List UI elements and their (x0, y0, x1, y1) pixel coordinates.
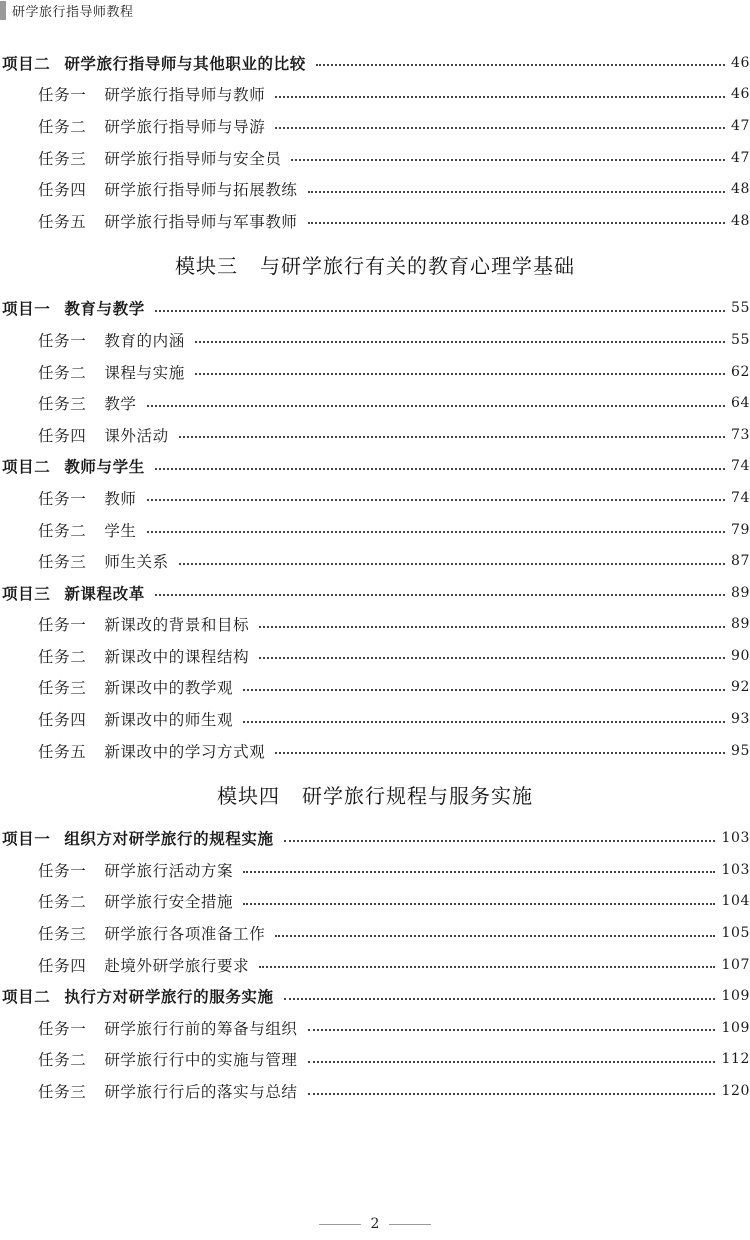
entry-title: 新课改的背景和目标 (104, 616, 250, 635)
toc-task-entry[interactable] (0, 545, 750, 577)
entry-title: 教育的内涵 (104, 331, 185, 350)
entry-number: 任务四 (38, 426, 87, 445)
entry-page-number: 46 (730, 86, 750, 103)
entry-number: 项目二 (2, 53, 51, 73)
entry-number: 任务一 (38, 489, 87, 508)
dot-leader (291, 158, 725, 161)
dot-leader (259, 656, 725, 659)
entry-number: 任务一 (38, 616, 87, 635)
entry-title: 学生 (104, 521, 137, 540)
book-title: 研学旅行指导师教程 (12, 4, 134, 20)
dot-leader (284, 997, 716, 1000)
entry-page-number: 79 (730, 521, 750, 538)
dot-leader (243, 720, 725, 723)
entry-number: 任务二 (38, 117, 87, 136)
toc-task-entry[interactable] (0, 1012, 750, 1044)
header-marker-bar (0, 1, 6, 20)
dot-leader (179, 435, 725, 438)
toc-task-entry[interactable] (0, 609, 750, 641)
entry-number: 任务一 (38, 86, 87, 105)
module-heading (0, 766, 750, 822)
entry-title: 教学 (104, 395, 137, 414)
dot-leader (308, 190, 725, 193)
page-footer (0, 1216, 750, 1232)
entry-title: 执行方对研学旅行的服务实施 (64, 987, 274, 1007)
entry-title: 研学旅行行前的筹备与组织 (104, 1019, 298, 1038)
running-header (0, 0, 134, 20)
entry-title: 研学旅行指导师与拓展教练 (104, 181, 298, 200)
entry-number: 任务一 (38, 861, 87, 880)
dot-leader (308, 1028, 716, 1031)
entry-page-number: 105 (721, 925, 750, 942)
toc-task-entry[interactable] (0, 735, 750, 767)
dot-leader (316, 63, 725, 66)
dot-leader (147, 530, 725, 533)
entry-number: 项目一 (2, 299, 51, 319)
toc-task-entry[interactable] (0, 514, 750, 546)
dot-leader (259, 625, 725, 628)
dot-leader (275, 126, 725, 129)
entry-page-number: 48 (730, 212, 750, 229)
entry-title: 研学旅行各项准备工作 (104, 925, 266, 944)
dot-leader (284, 839, 716, 842)
entry-number: 任务二 (38, 647, 87, 666)
toc-task-entry[interactable] (0, 356, 750, 388)
toc-task-entry[interactable] (0, 173, 750, 205)
dot-leader (179, 562, 725, 565)
entry-page-number: 109 (721, 988, 750, 1005)
toc-task-entry[interactable] (0, 79, 750, 111)
module-heading (0, 237, 750, 293)
entry-title: 研学旅行安全措施 (104, 893, 234, 912)
entry-number: 任务三 (38, 149, 87, 168)
entry-page-number: 103 (721, 830, 750, 847)
module-title: 研学旅行规程与服务实施 (302, 783, 533, 808)
entry-title: 赴境外研学旅行要求 (104, 956, 250, 975)
entry-page-number: 89 (730, 584, 750, 601)
toc-task-entry[interactable] (0, 205, 750, 237)
dot-leader (275, 95, 725, 98)
entry-number: 任务二 (38, 893, 87, 912)
entry-page-number: 47 (730, 117, 750, 134)
toc-project-entry[interactable] (0, 980, 750, 1012)
toc-task-entry[interactable] (0, 917, 750, 949)
entry-number: 任务一 (38, 1019, 87, 1038)
entry-page-number: 107 (721, 956, 750, 973)
toc-task-entry[interactable] (0, 324, 750, 356)
entry-page-number: 89 (730, 616, 750, 633)
entry-title: 课程与实施 (104, 363, 185, 382)
dot-leader (243, 902, 715, 905)
dot-leader (155, 593, 725, 596)
entry-page-number: 62 (730, 363, 750, 380)
entry-title: 教师 (104, 489, 137, 508)
toc-project-entry[interactable] (0, 293, 750, 325)
toc-project-entry[interactable] (0, 822, 750, 854)
module-title: 与研学旅行有关的教育心理学基础 (260, 254, 575, 279)
entry-page-number: 109 (721, 1019, 750, 1036)
entry-number: 任务四 (38, 711, 87, 730)
entry-title: 研学旅行指导师与其他职业的比较 (64, 53, 306, 73)
entry-page-number: 112 (721, 1051, 750, 1068)
dot-leader (275, 751, 725, 754)
toc-project-entry[interactable] (0, 451, 750, 483)
entry-page-number: 90 (730, 647, 750, 664)
toc-project-entry[interactable] (0, 47, 750, 79)
entry-page-number: 55 (730, 331, 750, 348)
entry-number: 任务三 (38, 1083, 87, 1102)
dot-leader (308, 1060, 716, 1063)
entry-page-number: 46 (730, 54, 750, 71)
toc-task-entry[interactable] (0, 1044, 750, 1076)
entry-number: 任务四 (38, 956, 87, 975)
dot-leader (155, 467, 725, 470)
entry-page-number: 104 (721, 893, 750, 910)
entry-number: 任务一 (38, 331, 87, 350)
dot-leader (147, 404, 725, 407)
entry-title: 研学旅行活动方案 (104, 861, 234, 880)
entry-title: 研学旅行指导师与军事教师 (104, 212, 298, 231)
toc-task-entry[interactable] (0, 672, 750, 704)
dot-leader (243, 870, 715, 873)
entry-number: 任务三 (38, 679, 87, 698)
entry-number: 任务三 (38, 925, 87, 944)
dot-leader (259, 965, 715, 968)
footer-rule-left (319, 1224, 361, 1225)
entry-number: 项目二 (2, 987, 51, 1007)
toc-task-entry[interactable] (0, 854, 750, 886)
entry-page-number: 120 (721, 1083, 750, 1100)
module-number: 模块三 (175, 254, 238, 279)
entry-title: 新课改中的学习方式观 (104, 742, 266, 761)
entry-title: 研学旅行行中的实施与管理 (104, 1051, 298, 1070)
entry-page-number: 47 (730, 149, 750, 166)
entry-title: 师生关系 (104, 553, 169, 572)
dot-leader (155, 309, 725, 312)
dot-leader (195, 340, 725, 343)
toc-task-entry[interactable] (0, 142, 750, 174)
entry-number: 任务五 (38, 742, 87, 761)
entry-number: 项目二 (2, 457, 51, 477)
page-number: 2 (370, 1216, 380, 1232)
dot-leader (308, 221, 725, 224)
entry-page-number: 55 (730, 300, 750, 317)
dot-leader (308, 1092, 716, 1095)
entry-number: 任务三 (38, 553, 87, 572)
entry-title: 新课改中的课程结构 (104, 647, 250, 666)
toc-task-entry[interactable] (0, 1075, 750, 1107)
toc-task-entry[interactable] (0, 886, 750, 918)
entry-title: 教师与学生 (64, 457, 145, 477)
toc-task-entry[interactable] (0, 110, 750, 142)
entry-page-number: 74 (730, 489, 750, 506)
dot-leader (147, 498, 725, 501)
entry-page-number: 87 (730, 553, 750, 570)
module-number: 模块四 (217, 783, 280, 808)
entry-page-number: 103 (721, 861, 750, 878)
entry-title: 研学旅行指导师与教师 (104, 86, 266, 105)
entry-page-number: 92 (730, 679, 750, 696)
entry-number: 项目一 (2, 829, 51, 849)
toc-task-entry[interactable] (0, 387, 750, 419)
entry-page-number: 48 (730, 181, 750, 198)
entry-title: 教育与教学 (64, 299, 145, 319)
toc-project-entry[interactable] (0, 577, 750, 609)
entry-title: 组织方对研学旅行的规程实施 (64, 829, 274, 849)
entry-number: 项目三 (2, 583, 51, 603)
entry-number: 任务二 (38, 1051, 87, 1070)
entry-title: 研学旅行指导师与安全员 (104, 149, 282, 168)
entry-number: 任务五 (38, 212, 87, 231)
footer-rule-right (389, 1224, 431, 1225)
entry-page-number: 95 (730, 742, 750, 759)
entry-title: 新课改中的教学观 (104, 679, 234, 698)
dot-leader (195, 372, 725, 375)
entry-title: 研学旅行指导师与导游 (104, 117, 266, 136)
entry-number: 任务四 (38, 181, 87, 200)
entry-number: 任务二 (38, 521, 87, 540)
dot-leader (275, 934, 715, 937)
toc-task-entry[interactable] (0, 640, 750, 672)
entry-page-number: 73 (730, 426, 750, 443)
entry-page-number: 74 (730, 458, 750, 475)
entry-page-number: 64 (730, 395, 750, 412)
toc-task-entry[interactable] (0, 482, 750, 514)
toc-task-entry[interactable] (0, 419, 750, 451)
table-of-contents (0, 47, 750, 1107)
toc-task-entry[interactable] (0, 949, 750, 981)
entry-page-number: 93 (730, 711, 750, 728)
toc-task-entry[interactable] (0, 703, 750, 735)
entry-number: 任务三 (38, 395, 87, 414)
entry-title: 课外活动 (104, 426, 169, 445)
entry-title: 新课改中的师生观 (104, 711, 234, 730)
entry-title: 新课程改革 (64, 583, 145, 603)
entry-number: 任务二 (38, 363, 87, 382)
dot-leader (243, 688, 725, 691)
entry-title: 研学旅行行后的落实与总结 (104, 1083, 298, 1102)
